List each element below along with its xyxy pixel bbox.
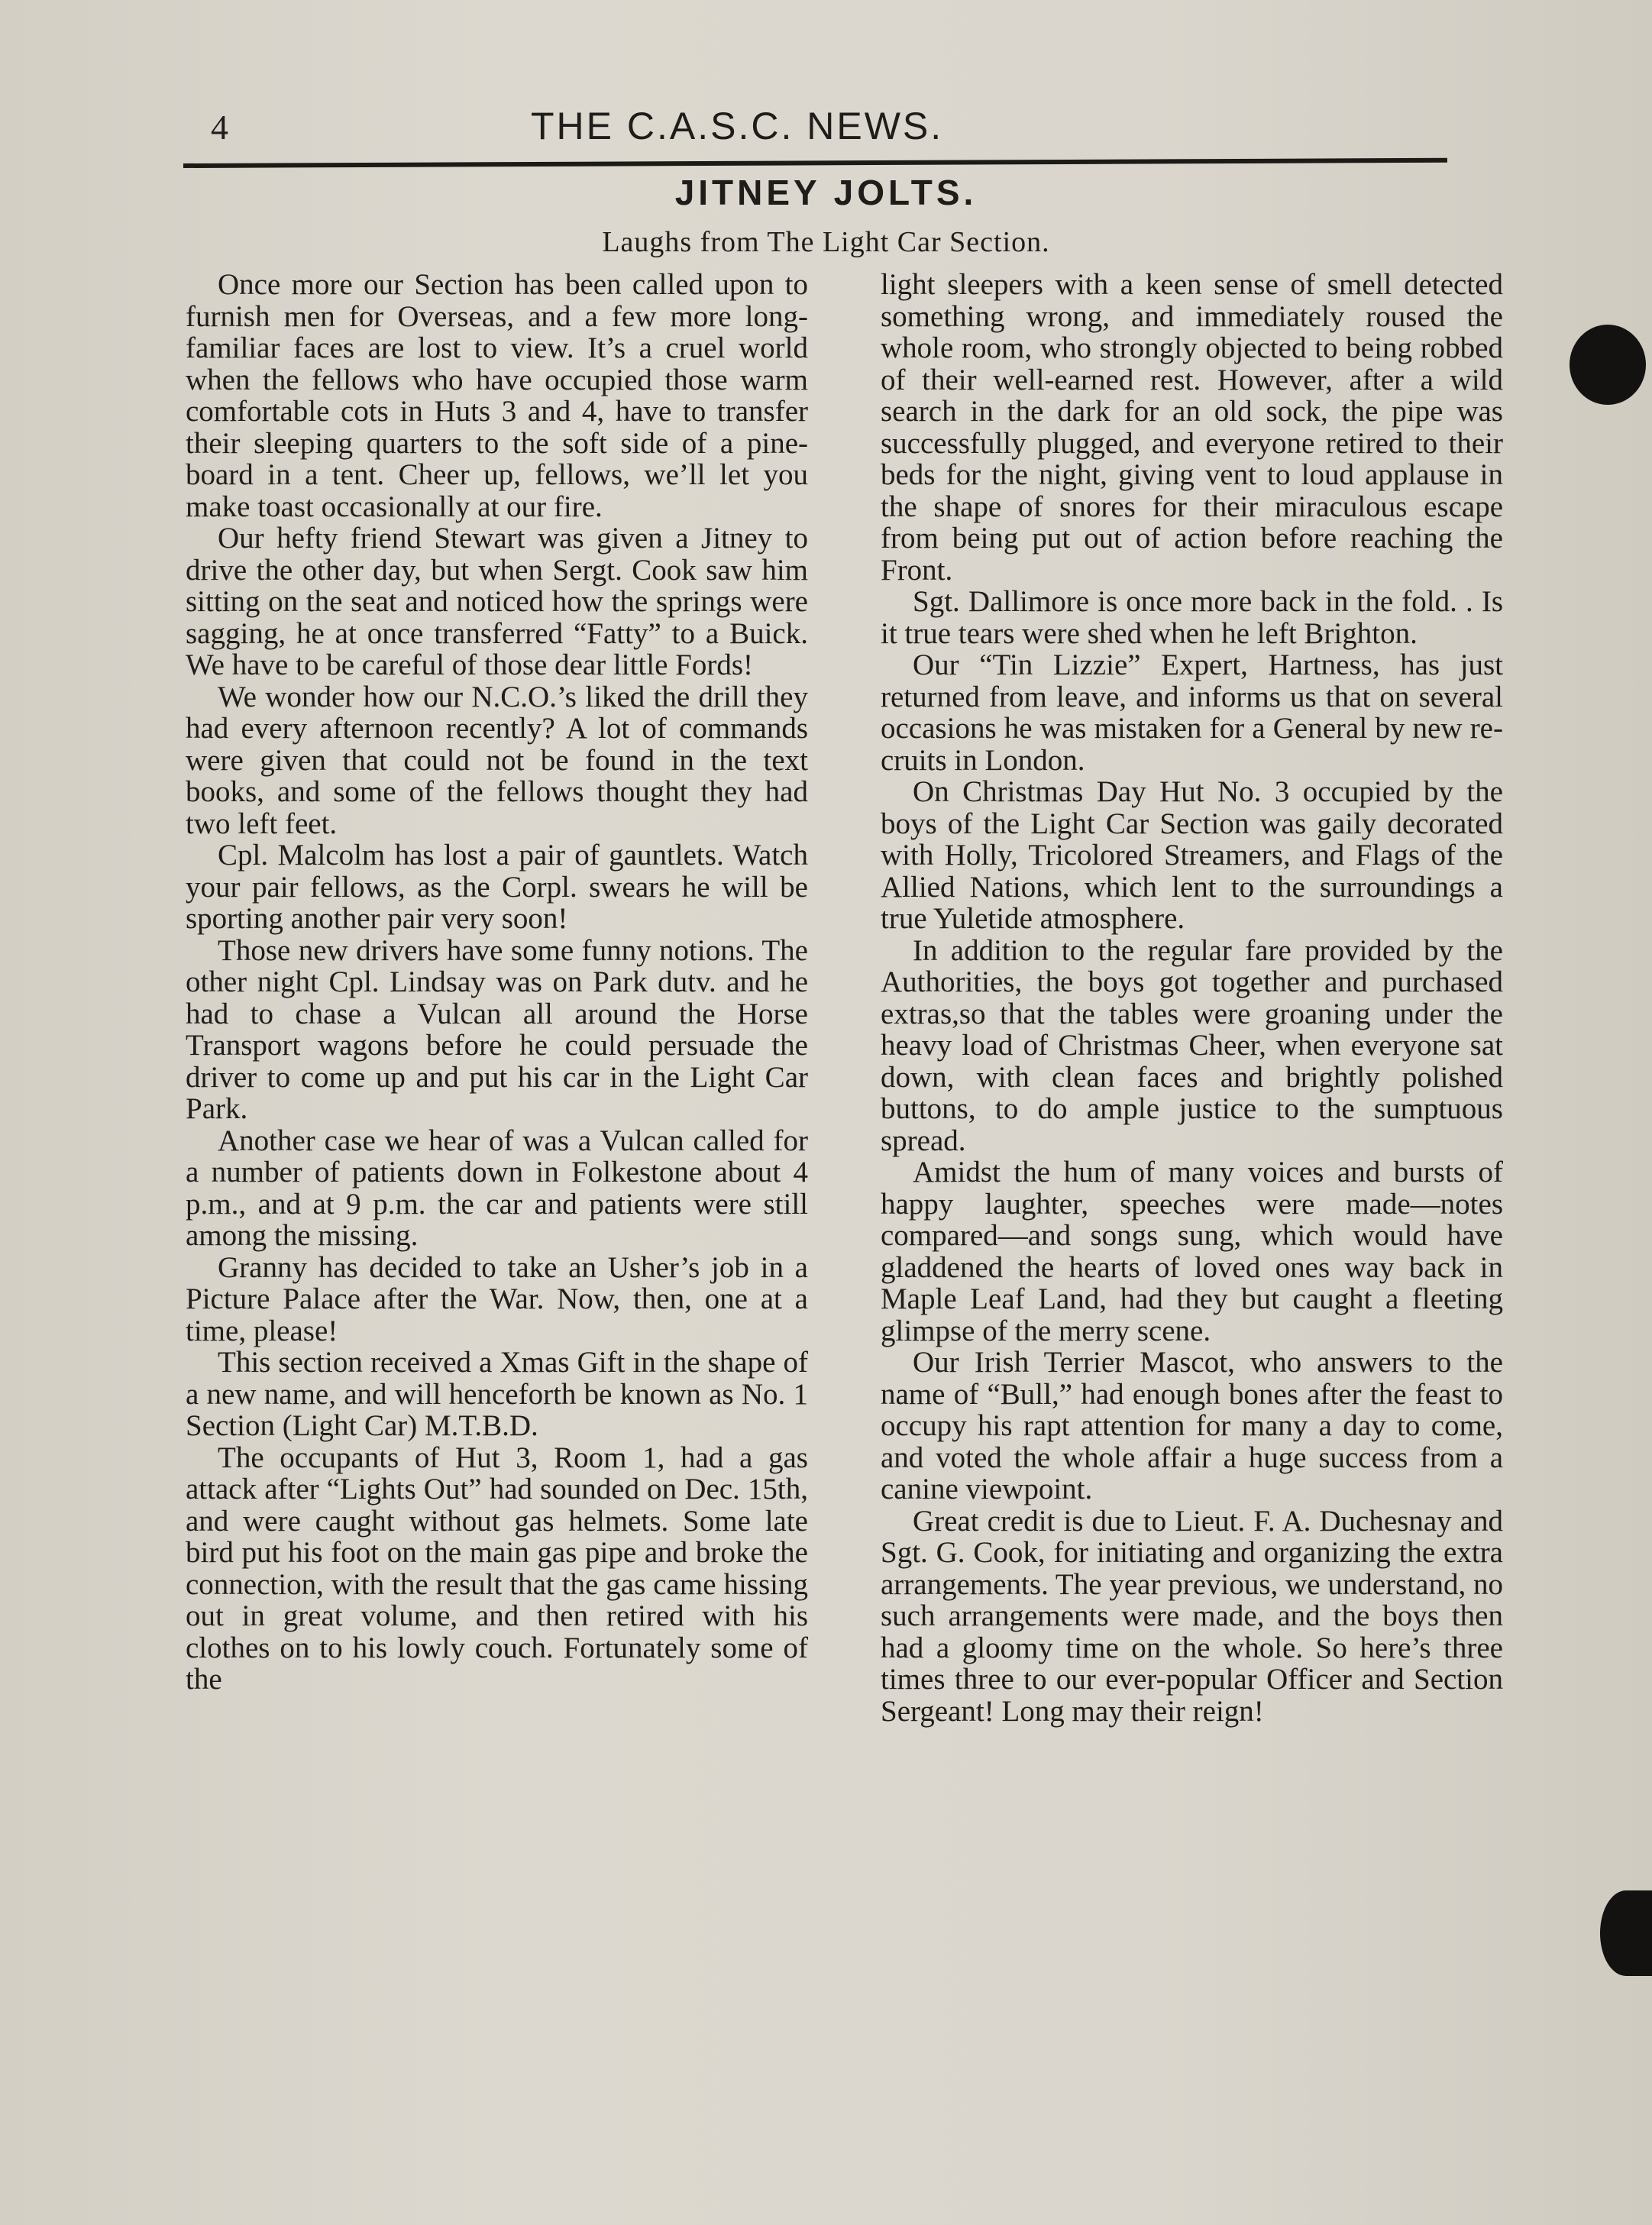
- paragraph: Amidst the hum of many voices and bursts of happy laughter, speeches were made—notes compared—and songs sung, which would have gladdened the hearts of loved ones way back in Maple Leaf Land, had they but caught a fleeting glimpse of the merry scene.: [881, 1156, 1503, 1347]
- paragraph: Those new drivers have some funny notions. The other night Cpl. Lindsay was on Park dutv. and he had to chase a Vulcan all around the Horse Transport wagons before he could persuade the driver to come up and put his car in the Light Car Park.: [186, 933, 808, 1125]
- paragraph: In addition to the regular fare provided by the Authorities, the boys got together and purchased extras,so that the tables were groaning under the heavy load of Christmas Cheer, when everyone sat down, with clean faces and brightly polished buttons, to do ample justice to the sumptuous spread.: [881, 933, 1503, 1157]
- article-subtitle: Laughs from The Light Car Section.: [602, 226, 1050, 258]
- paragraph: Great credit is due to Lieut. F. A. Duchesnay and Sgt. G. Cook, for initiating and organizing the extra arrangements. The year previous, we understand, no such arrangements were made, and the boys then had a gloomy time on the whole. So here’s three times three to our ever-popular Officer and Section Sergeant! Long may their reign!: [881, 1504, 1503, 1728]
- publication-title: THE C.A.S.C. NEWS.: [531, 105, 944, 147]
- header-rule: [183, 158, 1447, 168]
- paragraph: Cpl. Malcolm has lost a pair of gauntlets. Watch your pair fellows, as the Corpl. swears he will be sporting another pair very soon!: [186, 839, 808, 935]
- paragraph: Another case we hear of was a Vulcan called for a number of patients down in Folkestone about 4 p.m., and at 9 p.m. the car and patients were still among the missing.: [186, 1124, 808, 1252]
- paragraph: On Christmas Day Hut No. 3 occupied by the boys of the Light Car Section was gaily decorated with Holly, Tricolored Streamers, and Flags of the Allied Nations, which lent to the surroundings a true Yuletide atmosphere.: [881, 775, 1503, 935]
- paragraph: We wonder how our N.C.O.’s liked the drill they had every afternoon recently? A lot of commands were given that could not be found in the text books, and some of the fellows thought they had two left feet.: [186, 680, 808, 840]
- left-column: [186, 269, 808, 1696]
- paragraph: The occupants of Hut 3, Room 1, had a gas attack after “Lights Out” had sounded on Dec. 15th, and were caught without gas helmets. Some late bird put his foot on the main gas pipe and broke the connection, with the result that the gas came hissing out in great volume, and then retired with his clothes on to his lowly couch. Fortunately some of the: [186, 1441, 808, 1696]
- paragraph: This section received a Xmas Gift in the shape of a new name, and will henceforth be known as No. 1 Section (Light Car) M.T.B.D.: [186, 1346, 808, 1442]
- paragraph: Our hefty friend Stewart was given a Jitney to drive the other day, but when Sergt. Cook saw him sitting on the seat and noticed how the springs were sagging, he at once transferred “Fatty” to a Buick. We have to be careful of those dear little Fords!: [186, 522, 808, 681]
- paragraph: Our “Tin Lizzie” Expert, Hartness, has just returned from leave, and informs us that on several occasions he was mistaken for a General by new recruits in London.: [881, 648, 1503, 777]
- paragraph: Granny has decided to take an Usher’s job in a Picture Palace after the War. Now, then, one at a time, please!: [186, 1250, 808, 1347]
- page-header: [183, 99, 1451, 153]
- paragraph: Sgt. Dallimore is once more back in the fold. . Is it true tears were shed when he left Brighton.: [881, 585, 1503, 650]
- article-title: JITNEY JOLTS.: [674, 173, 978, 212]
- right-column: [881, 269, 1503, 1727]
- page-number: 4: [211, 108, 229, 147]
- binder-hole-bottom: [1600, 1890, 1652, 1976]
- paragraph-continued: light sleepers with a keen sense of smell detected something wrong, and immediately roused the whole room, who strongly objected to being robbed of their well-earned rest. However, after a wild search in the dark for an old sock, the pipe was successfully plugged, and everyone retired to their beds for the night, giving vent to loud applause in the shape of snores for their miraculous escape from being put out of action before reaching the Front.: [881, 268, 1503, 587]
- paragraph: Once more our Section has been called upon to furnish men for Overseas, and a few more long-familiar faces are lost to view. It’s a cruel world when the fellows who have occupied those warm comfortable cots in Huts 3 and 4, have to transfer their sleeping quarters to the soft side of a pine-board in a tent. Cheer up, fellows, we’ll let you make toast occasionally at our fire.: [186, 268, 808, 523]
- paragraph: Our Irish Terrier Mascot, who answers to the name of “Bull,” had enough bones after the feast to occupy his rapt attention for many a day to come, and voted the whole affair a huge success from a canine viewpoint.: [881, 1346, 1503, 1505]
- binder-hole-top: [1570, 325, 1646, 405]
